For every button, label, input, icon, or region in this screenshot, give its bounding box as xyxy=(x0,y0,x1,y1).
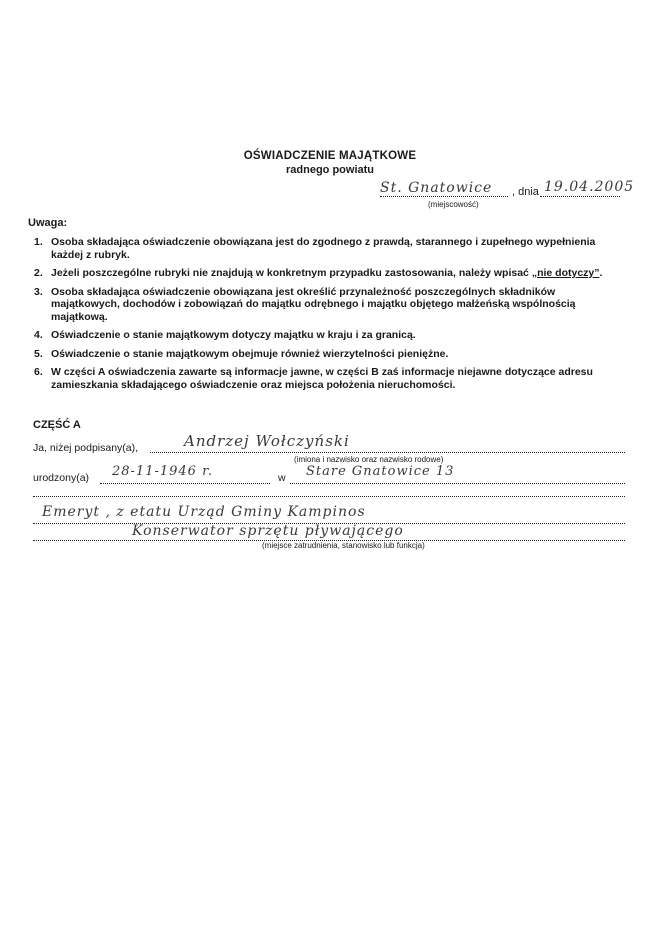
note-item xyxy=(34,267,624,280)
note-text: Oświadczenie o stanie majątkowym obejmuje również wierzytelności pieniężne. xyxy=(51,347,449,360)
note-text xyxy=(51,267,624,280)
born-in-label: w xyxy=(278,472,286,484)
place-handwritten: St. Gnatowice xyxy=(380,180,493,196)
place-date-row xyxy=(380,179,635,202)
notes-list xyxy=(34,236,624,397)
note-number: 3. xyxy=(34,285,43,298)
note-number: 2. xyxy=(34,267,43,279)
signer-name-handwritten: Andrzej Wołczyński xyxy=(184,432,350,450)
employment-line1-handwritten: Emeryt , z etatu Urząd Gminy Kampinos xyxy=(42,504,366,520)
note-item xyxy=(34,329,624,342)
born-date-dotted-line xyxy=(100,483,270,484)
note-item xyxy=(34,348,624,361)
note-number: 4. xyxy=(34,329,43,341)
note-text-part: Jeżeli poszczególne rubryki nie znajdują w konkretnym przypadku zastosowania, należy wpisać xyxy=(51,267,532,279)
note-item xyxy=(34,236,624,261)
note-text: Osoba składająca oświadczenie obowiązana jest określić przynależność poszczególnych składników majątkowych, dochodów i zobowiązań do majątku odrębnego i majątku objętego małżeńską wspólnością majątkową. xyxy=(51,285,576,323)
born-place-handwritten: Stare Gnatowice 13 xyxy=(306,464,455,479)
note-text-underlined: „nie dotyczy” xyxy=(531,267,600,279)
signer-dotted-line xyxy=(150,452,625,453)
date-handwritten: 19.04.2005 xyxy=(544,179,635,195)
employment-line2-handwritten: Konserwator sprzętu pływającego xyxy=(132,523,404,539)
note-text: Osoba składająca oświadczenie obowiązana jest do zgodnego z prawdą, starannego i zupełnego wypełnienia każdej z rubryk. xyxy=(51,236,596,261)
dnia-label: , dnia xyxy=(512,186,539,198)
note-number: 5. xyxy=(34,347,43,360)
note-text: Oświadczenie o stanie majątkowym dotyczy majątku w kraju i za granicą. xyxy=(51,329,416,341)
document-title: OŚWIADCZENIE MAJĄTKOWE xyxy=(243,150,417,162)
born-label: urodzony(a) xyxy=(33,472,90,484)
born-place-dotted-line xyxy=(290,483,625,484)
notes-heading: Uwaga: xyxy=(28,217,68,229)
note-item xyxy=(34,366,624,391)
note-text-part: . xyxy=(599,267,603,279)
blank-dotted-line xyxy=(33,496,625,497)
note-item xyxy=(34,286,624,324)
born-date-handwritten: 28-11-1946 r. xyxy=(112,464,214,479)
note-number: 6. xyxy=(34,366,43,378)
place-dotted-line xyxy=(380,196,508,197)
note-number: 1. xyxy=(34,236,43,248)
part-a-heading: CZĘŚĆ A xyxy=(33,419,81,431)
employment-caption: (miejsce zatrudnienia, stanowisko lub funkcja) xyxy=(262,541,425,550)
place-caption: (miejscowość) xyxy=(428,200,479,209)
note-text: W części A oświadczenia zawarte są informacje jawne, w części B zaś informacje niejawne dotyczące adresu zamieszkania składającego oświadczenie oraz miejsca położenia nieruchomości. xyxy=(51,366,593,391)
signer-label: Ja, niżej podpisany(a), xyxy=(33,442,139,454)
document-subtitle: radnego powiatu xyxy=(286,164,374,176)
date-dotted-line xyxy=(540,196,620,197)
signer-caption: (imiona i nazwisko oraz nazwisko rodowe) xyxy=(294,455,444,464)
